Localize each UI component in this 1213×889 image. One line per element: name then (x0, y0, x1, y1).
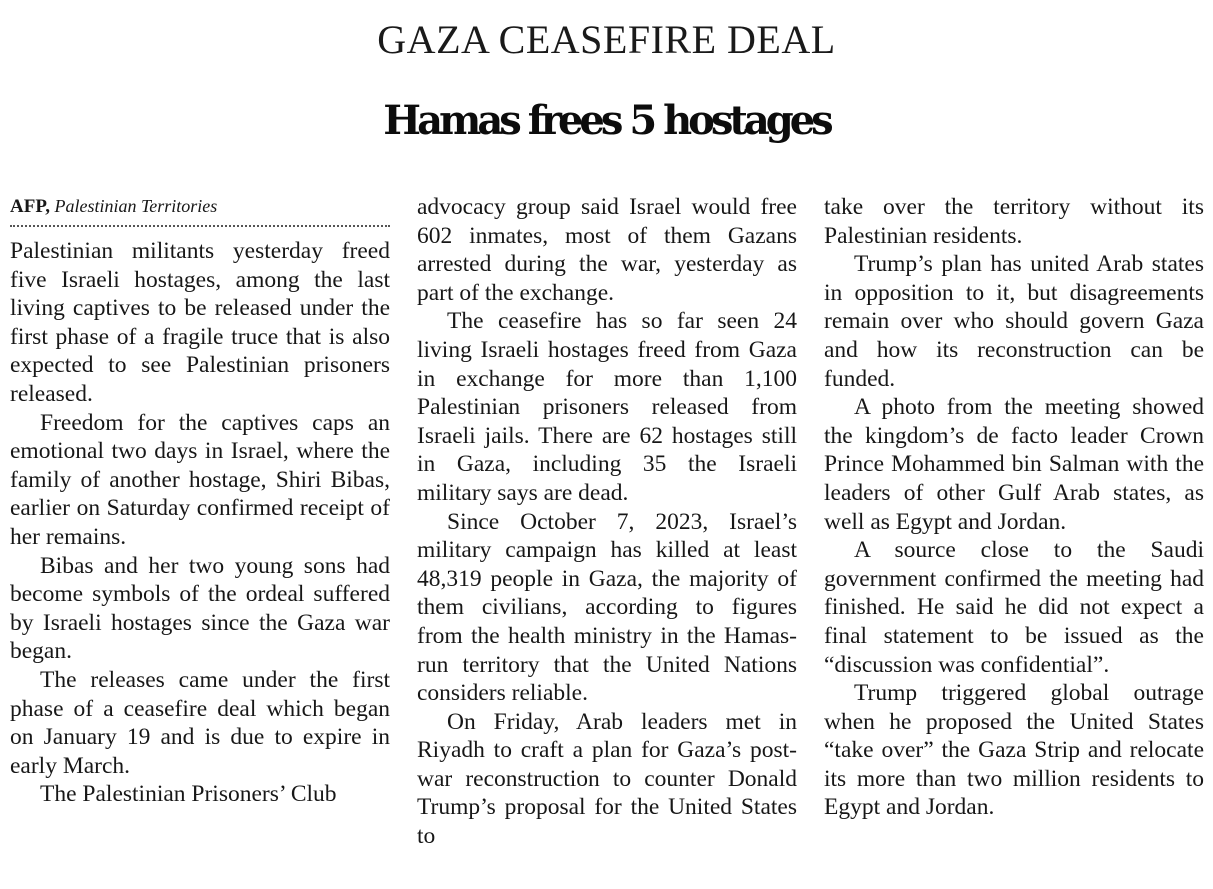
byline (10, 193, 390, 227)
headline: Hamas frees 5 hostages (383, 97, 830, 144)
article-column-2 (417, 193, 797, 851)
section-kicker: GAZA CEASEFIRE DEAL (377, 17, 836, 62)
article-column-1 (10, 193, 390, 809)
paragraph: Palestinian militants yesterday freed five Israeli hostages, among the last living captives to be released under the first phase of a fragile truce that is also expected to see Palestinian prisoners released. (10, 238, 390, 407)
paragraph: advocacy group said Israel would free 602 inmates, most of them Gazans arrested during the war, yesterday as part of the exchange. (417, 194, 797, 306)
article-column-3 (824, 193, 1204, 822)
paragraph: take over the territory without its Palestinian residents. (824, 194, 1204, 249)
paragraph: On Friday, Arab leaders met in Riyadh to craft a plan for Gaza’s post-war reconstruction to counter Donald Trump’s proposal for the United States to (417, 708, 797, 850)
paragraph: Trump triggered global outrage when he proposed the United States “take over” the Gaza Strip and relocate its more than two million residents to Egypt and Jordan. (824, 680, 1204, 821)
paragraph: The Palestinian Prisoners’ Club (40, 781, 337, 808)
paragraph: The releases came under the first phase of a ceasefire deal which began on January 19 and is due to expire in early March. (10, 666, 390, 779)
paragraph: A photo from the meeting showed the kingdom’s de facto leader Crown Prince Mohammed bin Salman with the leaders of other Gulf Arab states, as well as Egypt and Jordan. (824, 394, 1204, 535)
paragraph: Trump’s plan has united Arab states in opposition to it, but disagreements remain over who should govern Gaza and how its reconstruction can be funded. (824, 251, 1204, 392)
paragraph: The ceasefire has so far seen 24 living Israeli hostages freed from Gaza in exchange for more than 1,100 Palestinian prisoners released from Israeli jails. There are 62 hostages still in Gaza, including 35 the Israeli military says are dead. (417, 308, 797, 506)
byline-agency: AFP, (10, 196, 50, 217)
paragraph: Freedom for the captives caps an emotional two days in Israel, where the family of another hostage, Shiri Bibas, earlier on Saturday confirmed receipt of her remains. (10, 409, 390, 550)
paragraph: Bibas and her two young sons had become symbols of the ordeal suffered by Israeli hostages since the Gaza war began. (10, 552, 390, 665)
paragraph: A source close to the Saudi government confirmed the meeting had finished. He said he did not expect a final statement to be issued as the “discussion was confidential”. (824, 537, 1204, 678)
byline-place: Palestinian Territories (54, 196, 218, 216)
paragraph: Since October 7, 2023, Israel’s military campaign has killed at least 48,319 people in Gaza, the majority of them civilians, according to figures from the health ministry in the Hamas-run territory that the United Nations considers reliable. (417, 508, 797, 707)
